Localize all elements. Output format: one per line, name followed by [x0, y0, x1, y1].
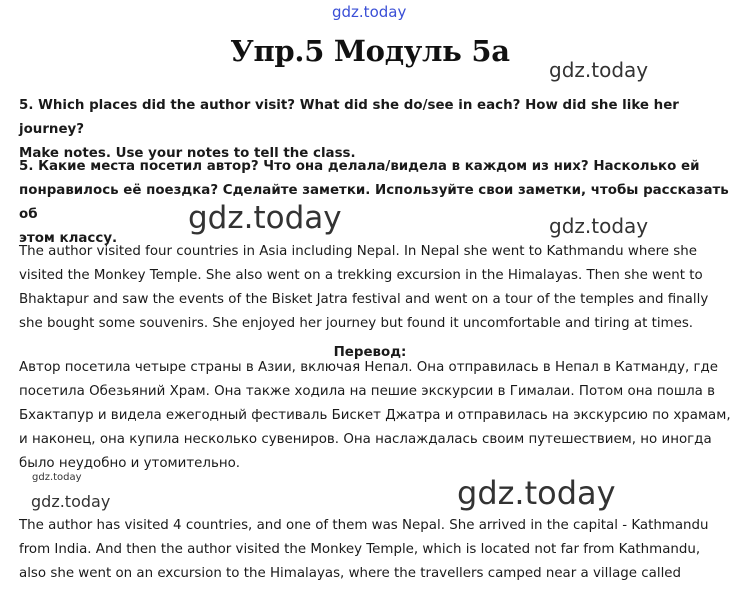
- watermark: gdz.today: [549, 58, 649, 82]
- answer-en-2-line: The author has visited 4 countries, and one of them was Nepal. She arrived in the capital - Kathmandu: [19, 518, 709, 533]
- watermark: gdz.today: [457, 474, 616, 512]
- watermark: gdz.today: [31, 492, 111, 511]
- answer-ru-line: было неудобно и утомительно.: [19, 456, 241, 471]
- question-ru-line: понравилось её поездка? Сделайте заметки. Используйте свои заметки, чтобы рассказать об: [19, 183, 729, 222]
- answer-en-2-line: from India. And then the author visited the Monkey Temple, which is located not far from Kathmandu,: [19, 542, 701, 557]
- answer-en-2-line: also she went on an excursion to the Himalayas, where the travellers camped near a village called: [19, 566, 682, 581]
- question-ru-line: этом классу.: [19, 231, 118, 246]
- watermark: gdz.today: [188, 200, 342, 236]
- answer-en-line: visited the Monkey Temple. She also went on a trekking excursion in the Himalayas. Then she went to: [19, 268, 703, 283]
- answer-ru-line: и наконец, она купила несколько сувениров. Она наслаждалась своим путешествием, но иногда: [19, 432, 712, 447]
- answer-en: [19, 240, 739, 336]
- page-title: Упр.5 Модуль 5а: [230, 34, 510, 68]
- answer-ru: [19, 356, 739, 476]
- watermark: gdz.today: [549, 214, 649, 238]
- question-en-line: 5. Which places did the author visit? What did she do/see in each? How did she like her journey?: [19, 98, 679, 137]
- answer-en-line: she bought some souvenirs. She enjoyed her journey but found it uncomfortable and tiring at times.: [19, 316, 694, 331]
- answer-ru-line: Автор посетила четыре страны в Азии, включая Непал. Она отправилась в Непал в Катманду, где: [19, 360, 719, 375]
- question-en-line: Make notes. Use your notes to tell the class.: [19, 146, 356, 161]
- answer-en-line: Bhaktapur and saw the events of the Bisket Jatra festival and went on a tour of the temples and finally: [19, 292, 709, 307]
- question-ru-line: 5. Какие места посетил автор? Что она делала/видела в каждом из них? Насколько ей: [19, 159, 700, 174]
- translation-heading: Перевод:: [333, 345, 407, 360]
- watermark-top: gdz.today: [332, 3, 407, 21]
- answer-en-line: The author visited four countries in Asia including Nepal. In Nepal she went to Kathmandu where she: [19, 244, 698, 259]
- answer-en-2: [19, 514, 739, 586]
- answer-ru-line: Бхактапур и видела ежегодный фестиваль Бискет Джатра и отправилась на экскурсию по храмам,: [19, 408, 731, 423]
- watermark: gdz.today: [32, 472, 82, 483]
- answer-ru-line: посетила Обезьяний Храм. Она также ходила на пешие экскурсии в Гималаи. Потом она пошла в: [19, 384, 716, 399]
